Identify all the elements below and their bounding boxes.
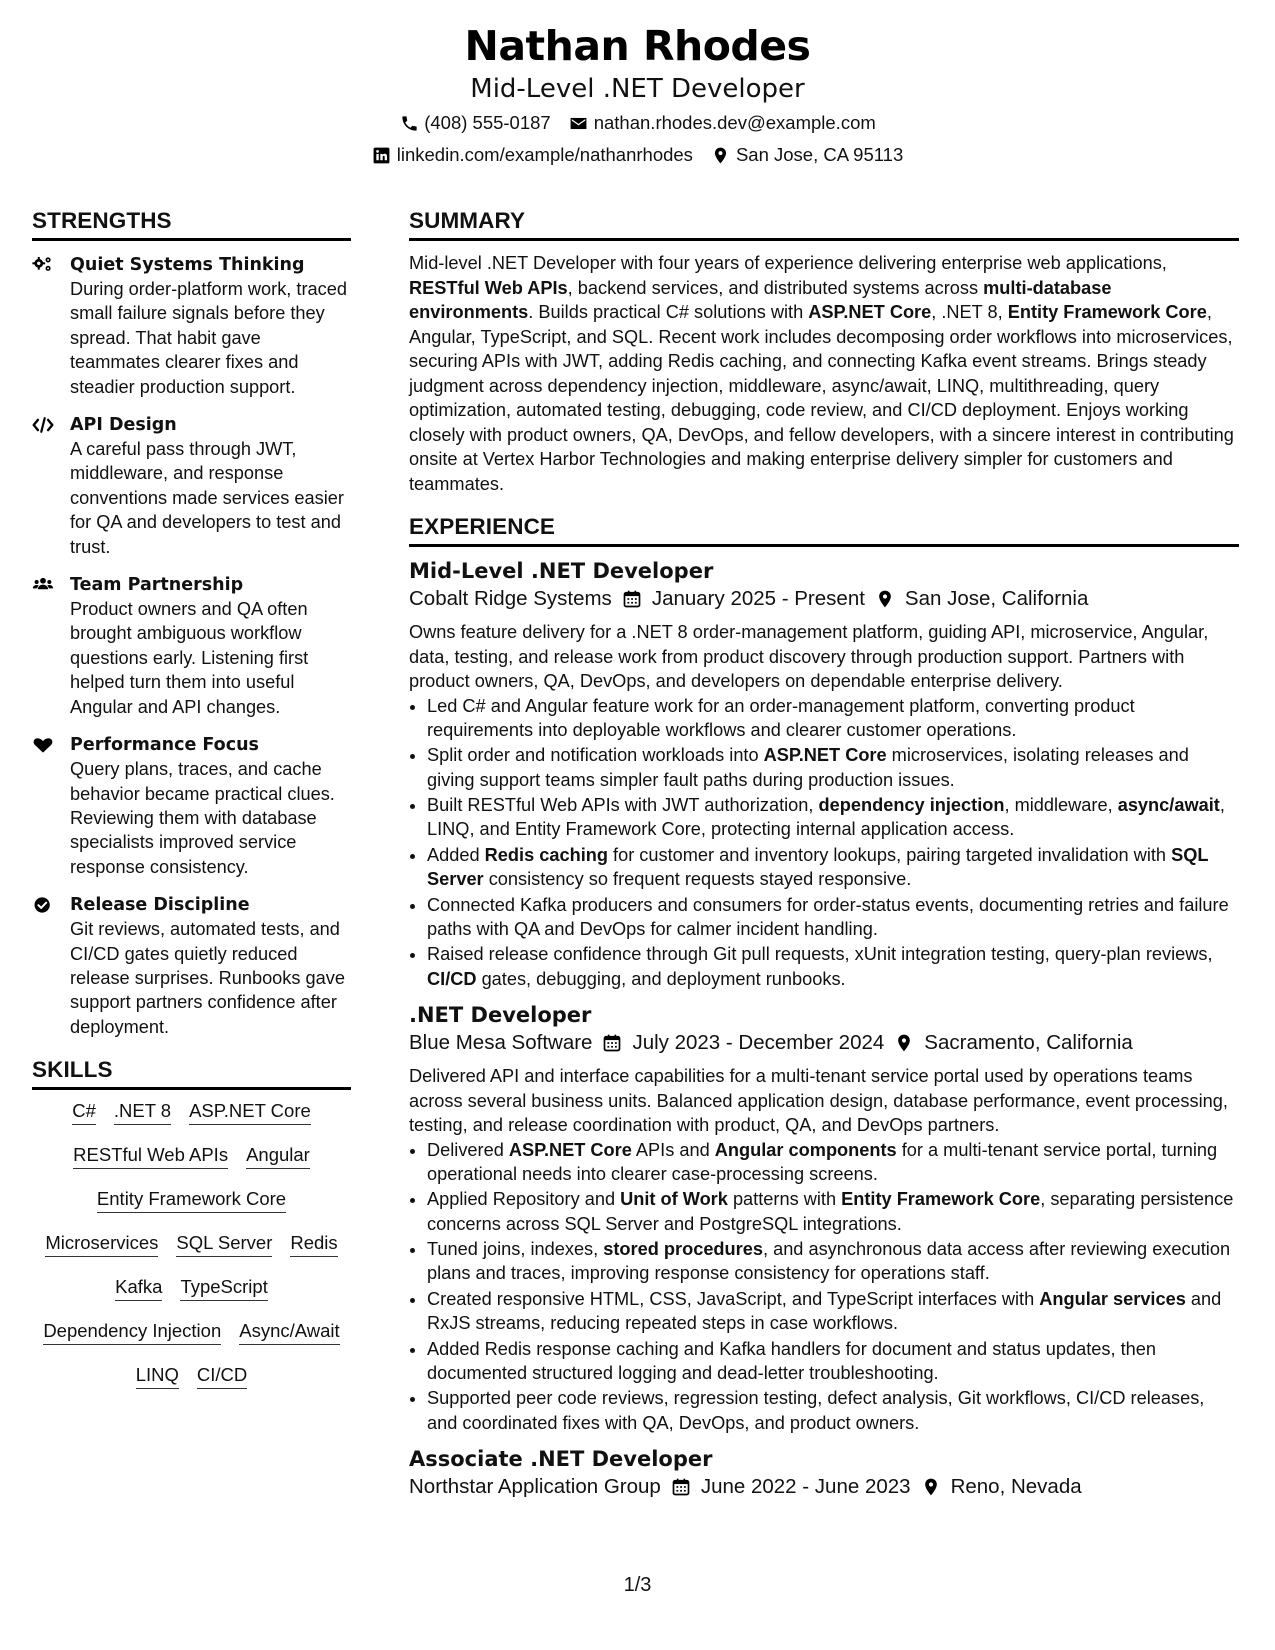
job-entry bbox=[409, 1445, 1239, 1501]
strength-description: A careful pass through JWT, middleware, and response conventions made services easier for QA and developers to test and trust. bbox=[70, 439, 344, 557]
experience-heading: EXPERIENCE bbox=[409, 512, 1239, 547]
text-run: microservices, isolating releases and giving support teams simpler fault paths during production issues. bbox=[427, 745, 1189, 790]
calendar-icon bbox=[622, 589, 642, 609]
company-name: Northstar Application Group bbox=[409, 1475, 661, 1498]
skill-tag: Dependency Injection bbox=[43, 1320, 221, 1345]
bullet-item bbox=[427, 1187, 1239, 1236]
strength-description: Query plans, traces, and cache behavior became practical clues. Reviewing them with database specialists improved service response consistency. bbox=[70, 759, 335, 877]
bold-text: Unit of Work bbox=[620, 1189, 728, 1210]
strength-description: Git reviews, automated tests, and CI/CD gates quietly reduced release surprises. Runbooks gave support partners confidence after deployment. bbox=[70, 919, 345, 1037]
text-run: Applied Repository and bbox=[427, 1189, 621, 1210]
text-run: patterns with bbox=[727, 1189, 842, 1210]
bullet-item bbox=[427, 1138, 1239, 1187]
job-meta bbox=[409, 1029, 1239, 1057]
skill-tag: C# bbox=[72, 1100, 96, 1125]
calendar-icon bbox=[602, 1033, 622, 1053]
skill-row bbox=[32, 1232, 351, 1257]
strength-title: Release Discipline bbox=[70, 895, 250, 916]
job-meta bbox=[409, 1473, 1239, 1501]
phone-icon bbox=[399, 113, 419, 133]
map-pin-icon bbox=[921, 1477, 941, 1497]
text-run: Added Redis response caching and Kafka handlers for document and status updates, then documented structured logging and dead-letter troubleshooting. bbox=[427, 1338, 1156, 1383]
text-run: , and asynchronous data access after reviewing execution plans and traces, improving response consistency for operations staff. bbox=[427, 1239, 1231, 1284]
heart-icon bbox=[32, 733, 70, 879]
bold-text: Entity Framework Core bbox=[841, 1189, 1041, 1210]
job-dates: January 2025 - Present bbox=[651, 587, 865, 610]
bullet-item bbox=[427, 1337, 1239, 1386]
text-run: , .NET 8, bbox=[931, 302, 1008, 322]
text-run: Raised release confidence through Git pull requests, xUnit integration testing, query-plan reviews, bbox=[427, 944, 1213, 965]
check-circle-icon bbox=[32, 893, 70, 1039]
text-run: Built RESTful Web APIs with JWT authorization, bbox=[427, 795, 819, 816]
text-run: consistency so frequent requests stayed responsive. bbox=[483, 869, 912, 890]
left-column bbox=[32, 206, 351, 1408]
map-pin-icon bbox=[894, 1033, 914, 1053]
text-run: , separating persistence concerns across SQL Server and PostgreSQL integrations. bbox=[427, 1189, 1234, 1234]
contact-linkedin bbox=[372, 144, 693, 166]
skill-tag: TypeScript bbox=[180, 1276, 267, 1301]
bullet-item bbox=[427, 942, 1239, 991]
job-meta bbox=[409, 585, 1239, 613]
skill-tag: Angular bbox=[246, 1144, 310, 1169]
skill-tag: SQL Server bbox=[176, 1232, 272, 1257]
skill-row bbox=[32, 1100, 351, 1125]
bold-text: async/await bbox=[1117, 795, 1220, 816]
linkedin-icon bbox=[372, 145, 392, 165]
map-pin-icon bbox=[711, 145, 731, 165]
map-pin-icon bbox=[875, 589, 895, 609]
summary-text bbox=[409, 251, 1239, 496]
right-column bbox=[409, 206, 1239, 1508]
text-run: gates, debugging, and deployment runbooks. bbox=[476, 968, 846, 989]
bold-text: RESTful Web APIs bbox=[409, 277, 568, 298]
bold-text: Angular components bbox=[714, 1139, 897, 1160]
resume-header bbox=[0, 20, 1275, 166]
strength-item bbox=[32, 573, 351, 719]
bold-text: ASP.NET Core bbox=[808, 302, 932, 322]
text-run: Created responsive HTML, CSS, JavaScript, and TypeScript interfaces with bbox=[427, 1288, 1040, 1309]
users-icon bbox=[32, 573, 70, 719]
text-run: Added bbox=[427, 844, 485, 865]
skill-row bbox=[32, 1276, 351, 1301]
text-run: , backend services, and distributed systems across bbox=[567, 277, 984, 298]
text-run: Connected Kafka producers and consumers for order-status events, documenting retries and failure paths with QA and DevOps for calmer incident handling. bbox=[427, 894, 1229, 939]
strengths-list bbox=[32, 253, 351, 1039]
bold-text: Entity Framework Core bbox=[1007, 302, 1207, 322]
strength-item bbox=[32, 893, 351, 1039]
job-location: Sacramento, California bbox=[924, 1031, 1133, 1054]
contact-row-2 bbox=[0, 144, 1275, 166]
contact-row-1 bbox=[0, 112, 1275, 134]
skills-heading: SKILLS bbox=[32, 1055, 351, 1090]
skill-tag: LINQ bbox=[136, 1364, 179, 1389]
bullet-item bbox=[427, 1386, 1239, 1435]
strength-description: During order-platform work, traced small failure signals before they spread. That habit gave teammates clearer fixes and steadier production support. bbox=[70, 279, 347, 397]
bold-text: SQL Server bbox=[427, 844, 1209, 890]
candidate-title: Mid-Level .NET Developer bbox=[470, 74, 805, 104]
text-run: for a multi-tenant service portal, turning operational needs into clearer case-processing screens. bbox=[427, 1139, 1218, 1184]
calendar-icon bbox=[671, 1477, 691, 1497]
job-dates: June 2022 - June 2023 bbox=[700, 1475, 911, 1498]
text-run: . Builds practical C# solutions with bbox=[528, 302, 809, 322]
text-run: Delivered bbox=[427, 1139, 509, 1160]
contact-email bbox=[569, 112, 876, 134]
skill-row bbox=[32, 1364, 351, 1389]
text-run: Split order and notification workloads into bbox=[427, 745, 764, 766]
strength-body bbox=[70, 573, 351, 719]
text-run: APIs and bbox=[631, 1139, 715, 1160]
text-run: , Angular, TypeScript, and SQL. Recent work includes decomposing order workflows into microservices, securing APIs with JWT, adding Redis caching, and connecting Kafka event streams. Brings steady judgment across dependency injection, middleware, async/await, LINQ, multithreading, query optimization, automated testing, debugging, code review, and CI/CD deployment. Enjoys working closely with product owners, QA, DevOps, and fellow developers, with a sincere interest in contributing onsite at Vertex Harbor Technologies and making enterprise delivery simpler for customers and teammates. bbox=[409, 302, 1234, 494]
job-location: Reno, Nevada bbox=[950, 1475, 1082, 1498]
experience-list bbox=[409, 557, 1239, 1501]
text-run: Mid-level .NET Developer with four years of experience delivering enterprise web applications, bbox=[409, 253, 1167, 273]
bold-text: ASP.NET Core bbox=[508, 1139, 632, 1160]
skill-tag: CI/CD bbox=[197, 1364, 247, 1389]
bullet-item bbox=[427, 843, 1239, 892]
job-bullets bbox=[409, 694, 1239, 992]
job-title: Associate .NET Developer bbox=[409, 1447, 713, 1471]
bold-text: Angular services bbox=[1039, 1288, 1186, 1309]
strength-description: Product owners and QA often brought ambiguous workflow questions early. Listening first helped turn them into useful Angular and API changes. bbox=[70, 599, 309, 717]
text-run: and RxJS streams, reducing repeated steps in case workflows. bbox=[427, 1288, 1222, 1334]
bold-text: dependency injection bbox=[818, 795, 1005, 816]
job-dates: July 2023 - December 2024 bbox=[632, 1031, 885, 1054]
location-text: San Jose, CA 95113 bbox=[735, 144, 904, 165]
bullet-item bbox=[427, 1287, 1239, 1336]
bullet-item bbox=[427, 743, 1239, 792]
bullet-item bbox=[427, 694, 1239, 743]
job-location: San Jose, California bbox=[904, 587, 1089, 610]
job-entry bbox=[409, 1001, 1239, 1435]
email-text: nathan.rhodes.dev@example.com bbox=[593, 112, 876, 133]
strength-body bbox=[70, 413, 351, 559]
bold-text: multi-database environments bbox=[409, 277, 1112, 322]
company-name: Blue Mesa Software bbox=[409, 1031, 593, 1054]
text-run: , LINQ, and Entity Framework Core, protecting internal application access. bbox=[427, 795, 1225, 840]
bullet-item bbox=[427, 893, 1239, 942]
strength-item bbox=[32, 253, 351, 399]
job-title: Mid-Level .NET Developer bbox=[409, 559, 714, 583]
phone-text: (408) 555-0187 bbox=[424, 112, 551, 133]
strength-title: Team Partnership bbox=[70, 575, 244, 596]
bullet-item bbox=[427, 1237, 1239, 1286]
skill-tag: RESTful Web APIs bbox=[73, 1144, 228, 1169]
bullet-item bbox=[427, 793, 1239, 842]
skill-tag: ASP.NET Core bbox=[189, 1100, 311, 1125]
skill-tag: Microservices bbox=[45, 1232, 158, 1257]
job-description: Delivered API and interface capabilities for a multi-tenant service portal used by operations teams across several business units. Balanced application design, database performance, event processing, testing, and release coordination with product, QA, and DevOps partners. bbox=[409, 1066, 1228, 1135]
job-bullets bbox=[409, 1138, 1239, 1436]
strength-title: Quiet Systems Thinking bbox=[70, 255, 305, 275]
skills-list bbox=[32, 1100, 351, 1389]
bold-text: stored procedures bbox=[603, 1239, 763, 1260]
contact-location bbox=[711, 144, 903, 166]
bold-text: CI/CD bbox=[427, 968, 477, 989]
bold-text: Redis caching bbox=[484, 844, 608, 865]
strength-body bbox=[70, 733, 351, 879]
text-run: for customer and inventory lookups, pairing targeted invalidation with bbox=[607, 844, 1172, 865]
strength-item bbox=[32, 733, 351, 879]
gears-icon bbox=[32, 253, 70, 399]
skill-row bbox=[32, 1144, 351, 1169]
skill-row bbox=[32, 1320, 351, 1345]
strength-title: API Design bbox=[70, 415, 177, 436]
strength-body bbox=[70, 253, 351, 399]
job-title: .NET Developer bbox=[409, 1003, 592, 1027]
text-run: Led C# and Angular feature work for an order-management platform, converting product requirements into deployable workflows and clearer customer operations. bbox=[427, 695, 1135, 740]
text-run: Supported peer code reviews, regression testing, defect analysis, Git workflows, CI/CD releases, and coordinated fixes with QA, DevOps, and product owners. bbox=[427, 1388, 1205, 1433]
bold-text: ASP.NET Core bbox=[763, 745, 887, 766]
job-entry bbox=[409, 557, 1239, 991]
job-description: Owns feature delivery for a .NET 8 order-management platform, guiding API, microservice, Angular, data, testing, and release work from product discovery through production support. Partners with product owners, QA, DevOps, and developers on dependable enterprise delivery. bbox=[409, 622, 1209, 691]
text-run: , middleware, bbox=[1004, 795, 1118, 816]
page-number: 1/3 bbox=[623, 1574, 652, 1596]
text-run: Tuned joins, indexes, bbox=[427, 1239, 604, 1260]
envelope-icon bbox=[569, 113, 589, 133]
strength-title: Performance Focus bbox=[70, 735, 259, 756]
skill-tag: Kafka bbox=[115, 1276, 162, 1301]
code-icon bbox=[32, 413, 70, 559]
skill-tag: Async/Await bbox=[239, 1320, 339, 1345]
skill-tag: Entity Framework Core bbox=[97, 1188, 286, 1213]
skill-row bbox=[32, 1188, 351, 1213]
candidate-name: Nathan Rhodes bbox=[464, 22, 811, 70]
skill-tag: Redis bbox=[290, 1232, 337, 1257]
strengths-heading: STRENGTHS bbox=[32, 206, 351, 241]
summary-heading: SUMMARY bbox=[409, 206, 1239, 241]
strength-body bbox=[70, 893, 351, 1039]
company-name: Cobalt Ridge Systems bbox=[409, 587, 612, 610]
linkedin-text: linkedin.com/example/nathanrhodes bbox=[396, 144, 693, 165]
strength-item bbox=[32, 413, 351, 559]
skill-tag: .NET 8 bbox=[114, 1100, 171, 1125]
contact-phone bbox=[399, 112, 551, 134]
